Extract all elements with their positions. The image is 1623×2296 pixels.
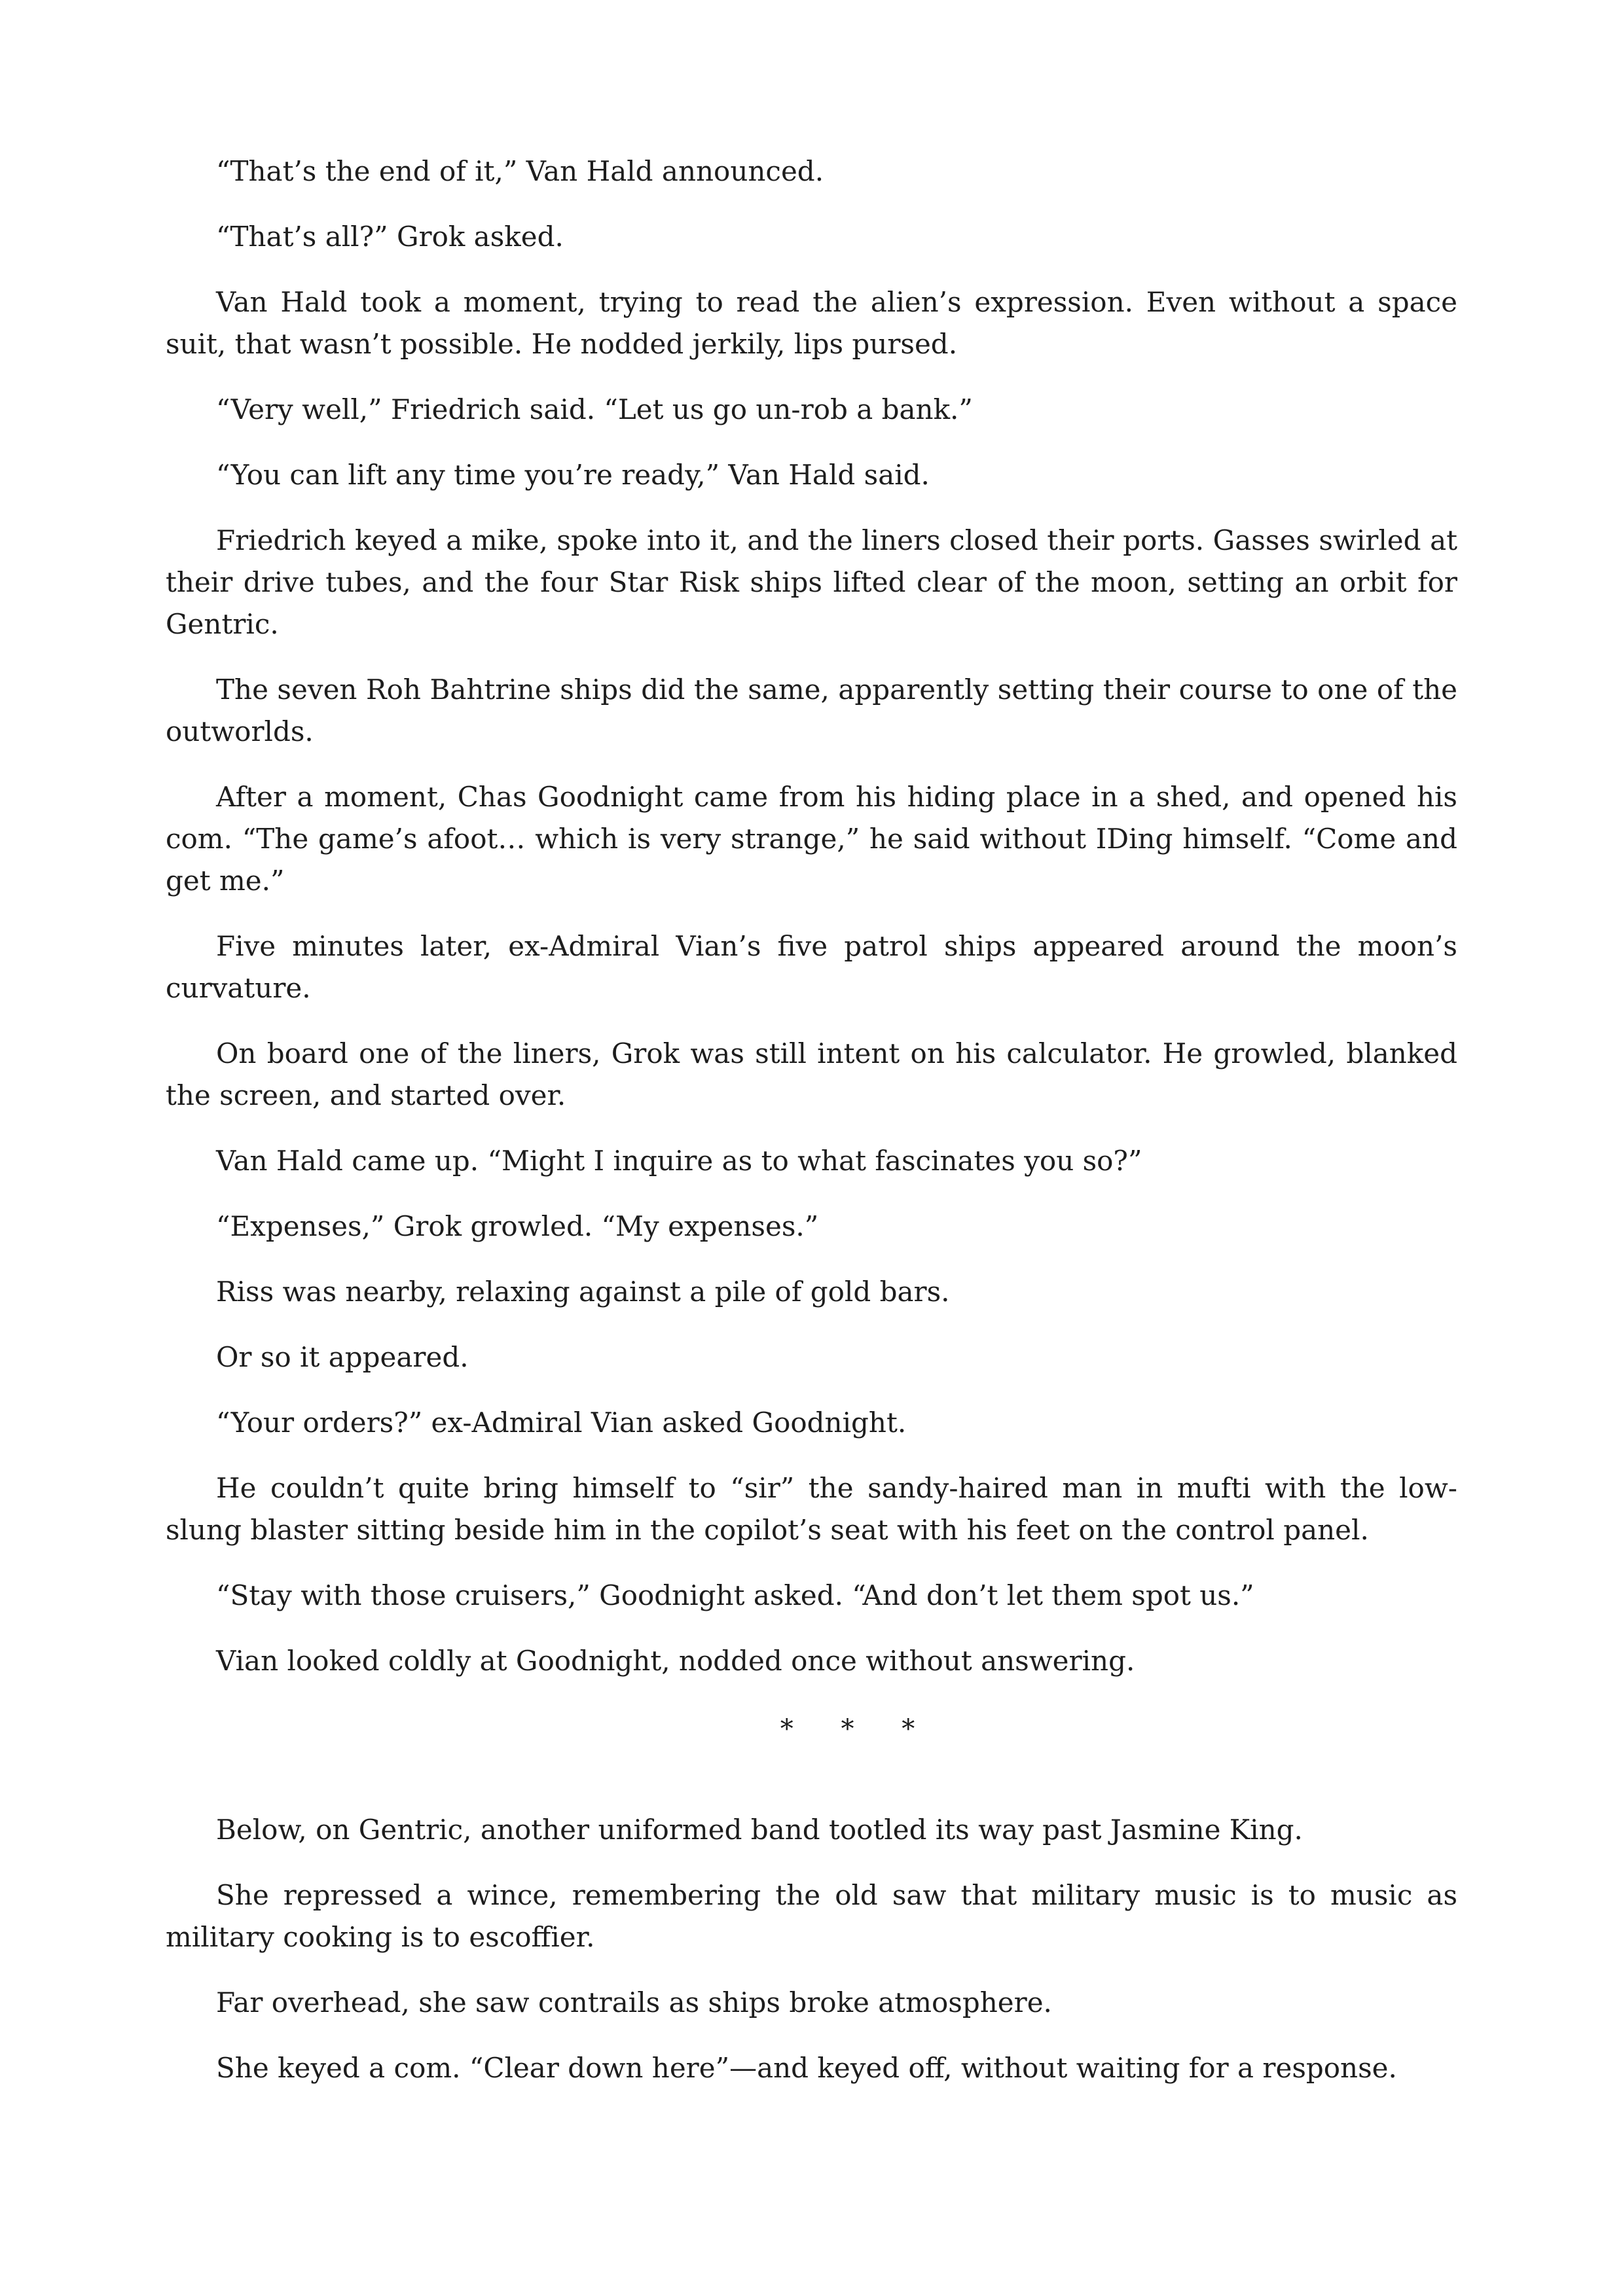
paragraph: “That’s all?” Grok asked. [216, 221, 564, 253]
paragraph: “Stay with those cruisers,” Goodnight asked. “And don’t let them spot us.” [216, 1579, 1254, 1611]
paragraph: “Very well,” Friedrich said. “Let us go un-rob a bank.” [216, 393, 973, 425]
scene-break: * * * [780, 1714, 935, 1744]
paragraph: Riss was nearby, relaxing against a pile of gold bars. [216, 1276, 950, 1308]
paragraph: He couldn’t quite bring himself to “sir” the sandy-haired man in mufti with the low-slung blaster sitting beside him in the copilot’s seat with his feet on the control panel. [166, 1472, 1457, 1546]
paragraph: “That’s the end of it,” Van Hald announced. [216, 155, 824, 187]
body-text [166, 151, 1457, 2113]
paragraph: Far overhead, she saw contrails as ships broke atmosphere. [216, 1986, 1052, 2018]
paragraph: Or so it appeared. [216, 1341, 469, 1373]
paragraph: Van Hald took a moment, trying to read the alien’s expression. Even without a space suit, that wasn’t possible. He nodded jerkily, lips pursed. [166, 286, 1457, 360]
paragraph: The seven Roh Bahtrine ships did the same, apparently setting their course to one of the outworlds. [166, 673, 1457, 747]
paragraph: “Expenses,” Grok growled. “My expenses.” [216, 1210, 819, 1242]
paragraph: Below, on Gentric, another uniformed band tootled its way past Jasmine King. [216, 1814, 1303, 1846]
paragraph: On board one of the liners, Grok was still intent on his calculator. He growled, blanked the screen, and started over. [166, 1037, 1457, 1111]
paragraph: “You can lift any time you’re ready,” Van Hald said. [216, 459, 930, 491]
paragraph: “Your orders?” ex-Admiral Vian asked Goodnight. [216, 1407, 907, 1439]
paragraph: She repressed a wince, remembering the old saw that military music is to music as military cooking is to escoffier. [166, 1879, 1457, 1953]
paragraph: Van Hald came up. “Might I inquire as to what fascinates you so?” [216, 1145, 1142, 1177]
paragraph: After a moment, Chas Goodnight came from his hiding place in a shed, and opened his com. “The game’s afoot… which is very strange,” he said without IDing himself. “Come and get me.” [166, 781, 1457, 897]
paragraph: Five minutes later, ex-Admiral Vian’s five patrol ships appeared around the moon’s curvature. [166, 930, 1457, 1004]
paragraph: Friedrich keyed a mike, spoke into it, and the liners closed their ports. Gasses swirled at their drive tubes, and the four Star Risk ships lifted clear of the moon, setting an orbit for Gentric. [166, 524, 1457, 640]
paragraph: Vian looked coldly at Goodnight, nodded once without answering. [216, 1645, 1135, 1677]
paragraph: She keyed a com. “Clear down here”—and keyed off, without waiting for a response. [216, 2052, 1397, 2084]
